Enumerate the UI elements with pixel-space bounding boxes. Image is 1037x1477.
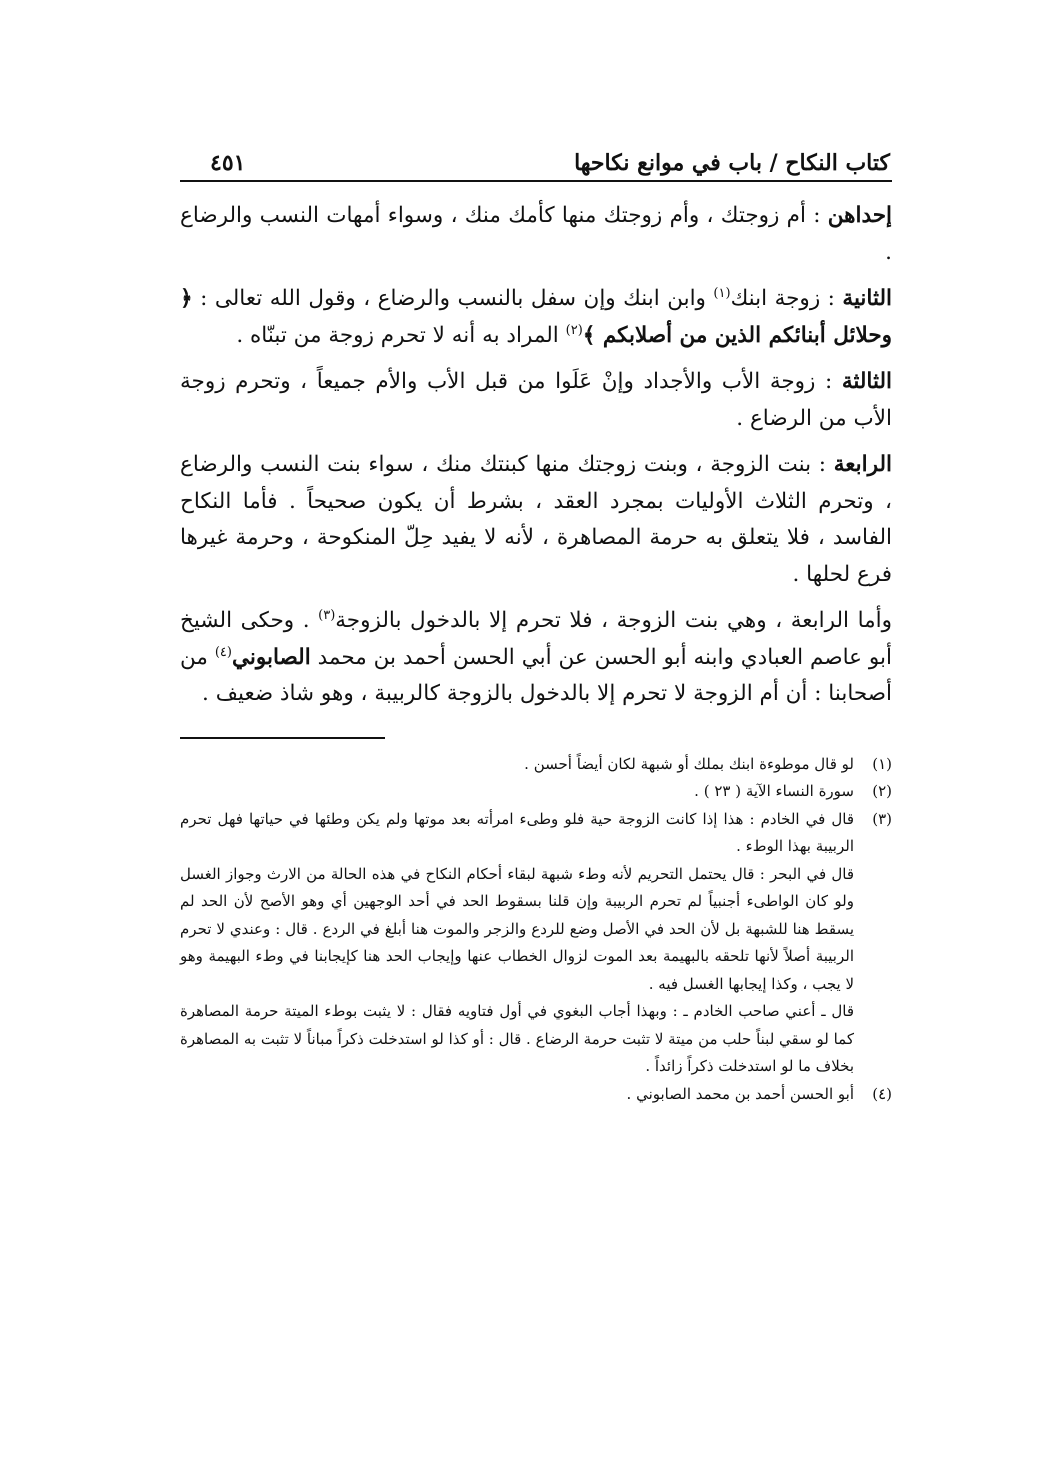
footnote-text: قال في الخادم : هذا إذا كانت الزوجة حية فلو وطىء امرأته بعد موتها ولم يكن وطئها في حياتها فهل تحرم الربيبة بهذا الوطء . [180, 809, 854, 855]
footnote-number: (٤) [872, 1084, 892, 1103]
footnote-number: (١) [872, 754, 892, 773]
footnote-ref[interactable]: (٣) [318, 607, 336, 623]
paragraph-text: وأما الرابعة ، وهي بنت الزوجة ، فلا تحرم إلا بالدخول بالزوجة [335, 608, 893, 633]
paragraph-text: : زوجة الأب والأجداد وإنْ عَلَوا من قبل الأب والأم جميعاً ، وتحرم زوجة الأب من الرضاع . [180, 369, 892, 431]
footnote-divider [180, 737, 385, 739]
footnote-text: سورة النساء الآية ( ٢٣ ) . [694, 782, 854, 800]
footnote-item [180, 1081, 892, 1109]
footnote-text: قال في البحر : قال يحتمل التحريم لأنه وطء شبهة لبقاء أحكام النكاح في هذه الحالة من الارث وجواز الغسل ولو كان الواطىء أجنبياً لم تحرم الربيبة وإن قلنا بسقوط الحد في أحد الوجهين أي وهو الأصح لأن الحد لم يسقط هنا للشبهة بل لأن الحد في الأصل وضع للردع والزجر والموت هنا أبلغ في الردع . قال : وعندي لا تحرم الربيبة أصلاً لأنها تلحقه بالبهيمة بعد الموت لزوال الخطاب عنها وإيجاب الحد هنا كإيجابنا في وطء البهيمة وهو لا يجب ، وكذا إيجابها الغسل فيه . [180, 864, 854, 993]
footnote-text: أبو الحسن أحمد بن محمد الصابوني . [626, 1084, 854, 1103]
footnote-number: (٣) [872, 809, 892, 828]
footnote-ref[interactable]: (٤) [214, 644, 232, 660]
footnote-text: قال ـ أعني صاحب الخادم ـ : وبهذا أجاب البغوي في أول فتاويه فقال : لا يثبت بوطء الميتة حرمة المصاهرة كما لو سقي لبناً حلب من ميتة لا تثبت حرمة الرضاع . قال : أو كذا لو استدخلت ذكراً مباناً لا تثبت به المصاهرة بخلاف ما لو استدخلت ذكراً زائداً . [180, 1002, 854, 1075]
running-header [180, 138, 892, 182]
paragraph-second [180, 281, 892, 354]
paragraph-term: الثالثة [841, 369, 892, 394]
quran-quote: ﴿ وحلائل أبنائكم الذين من أصلابكم ﴾ [180, 286, 892, 348]
bold-name: الصابوني [231, 644, 311, 670]
footnote-item [180, 751, 892, 779]
chapter-title: كتاب النكاح / باب في موانع نكاحها [574, 150, 890, 176]
page-number: ٤٥١ [210, 150, 246, 176]
paragraph-text: من أصحابنا : أن أم الزوجة لا تحرم إلا بالدخول بالزوجة كالربيبة ، وهو شاذ ضعيف . [180, 644, 892, 706]
paragraph-term: الرابعة [833, 452, 892, 477]
paragraph-text: : بنت الزوجة ، وبنت زوجتك منها كبنتك منك ، سواء بنت النسب والرضاع ، وتحرم الثلاث الأوليات بمجرد العقد ، بشرط أن يكون صحيحاً . فأما النكاح الفاسد ، فلا يتعلق به حرمة المصاهرة ، لأنه لا يفيد حِلّ المنكوحة ، وحرمة غيرها فرع لحلها . [180, 452, 892, 587]
paragraph-text: : زوجة ابنك [730, 286, 843, 311]
paragraph-text: : أم زوجتك ، وأم زوجتك منها كأمك منك ، وسواء أمهات النسب والرضاع . [180, 203, 892, 265]
paragraph-text: وابن ابنك وإن سفل بالنسب والرضاع ، وقول الله تعالى : [192, 286, 714, 311]
footnote-text: لو قال موطوءة ابنك بملك أو شبهة لكان أيضاً أحسن . [524, 754, 854, 773]
main-text [180, 198, 892, 713]
paragraph-text: المراد به أنه لا تحرم زوجة من تبنّاه . [236, 322, 566, 348]
footnote-item [180, 806, 892, 1081]
paragraph-third [180, 364, 892, 437]
document-page [180, 138, 892, 1108]
paragraph-text: . وحكى الشيخ أبو عاصم العبادي وابنه أبو الحسن عن أبي الحسن أحمد بن محمد [180, 608, 892, 670]
footnote-ref[interactable]: (١) [713, 285, 731, 301]
paragraph-term: الثانية [842, 286, 892, 311]
footnotes [180, 751, 892, 1109]
footnote-number: (٢) [872, 782, 892, 800]
footnote-ref[interactable]: (٢) [565, 322, 583, 338]
paragraph-first [180, 198, 892, 271]
paragraph-fourth [180, 447, 892, 593]
footnote-item [180, 778, 892, 806]
paragraph-term: إحداهن [827, 203, 892, 228]
paragraph-fifth [180, 603, 892, 713]
